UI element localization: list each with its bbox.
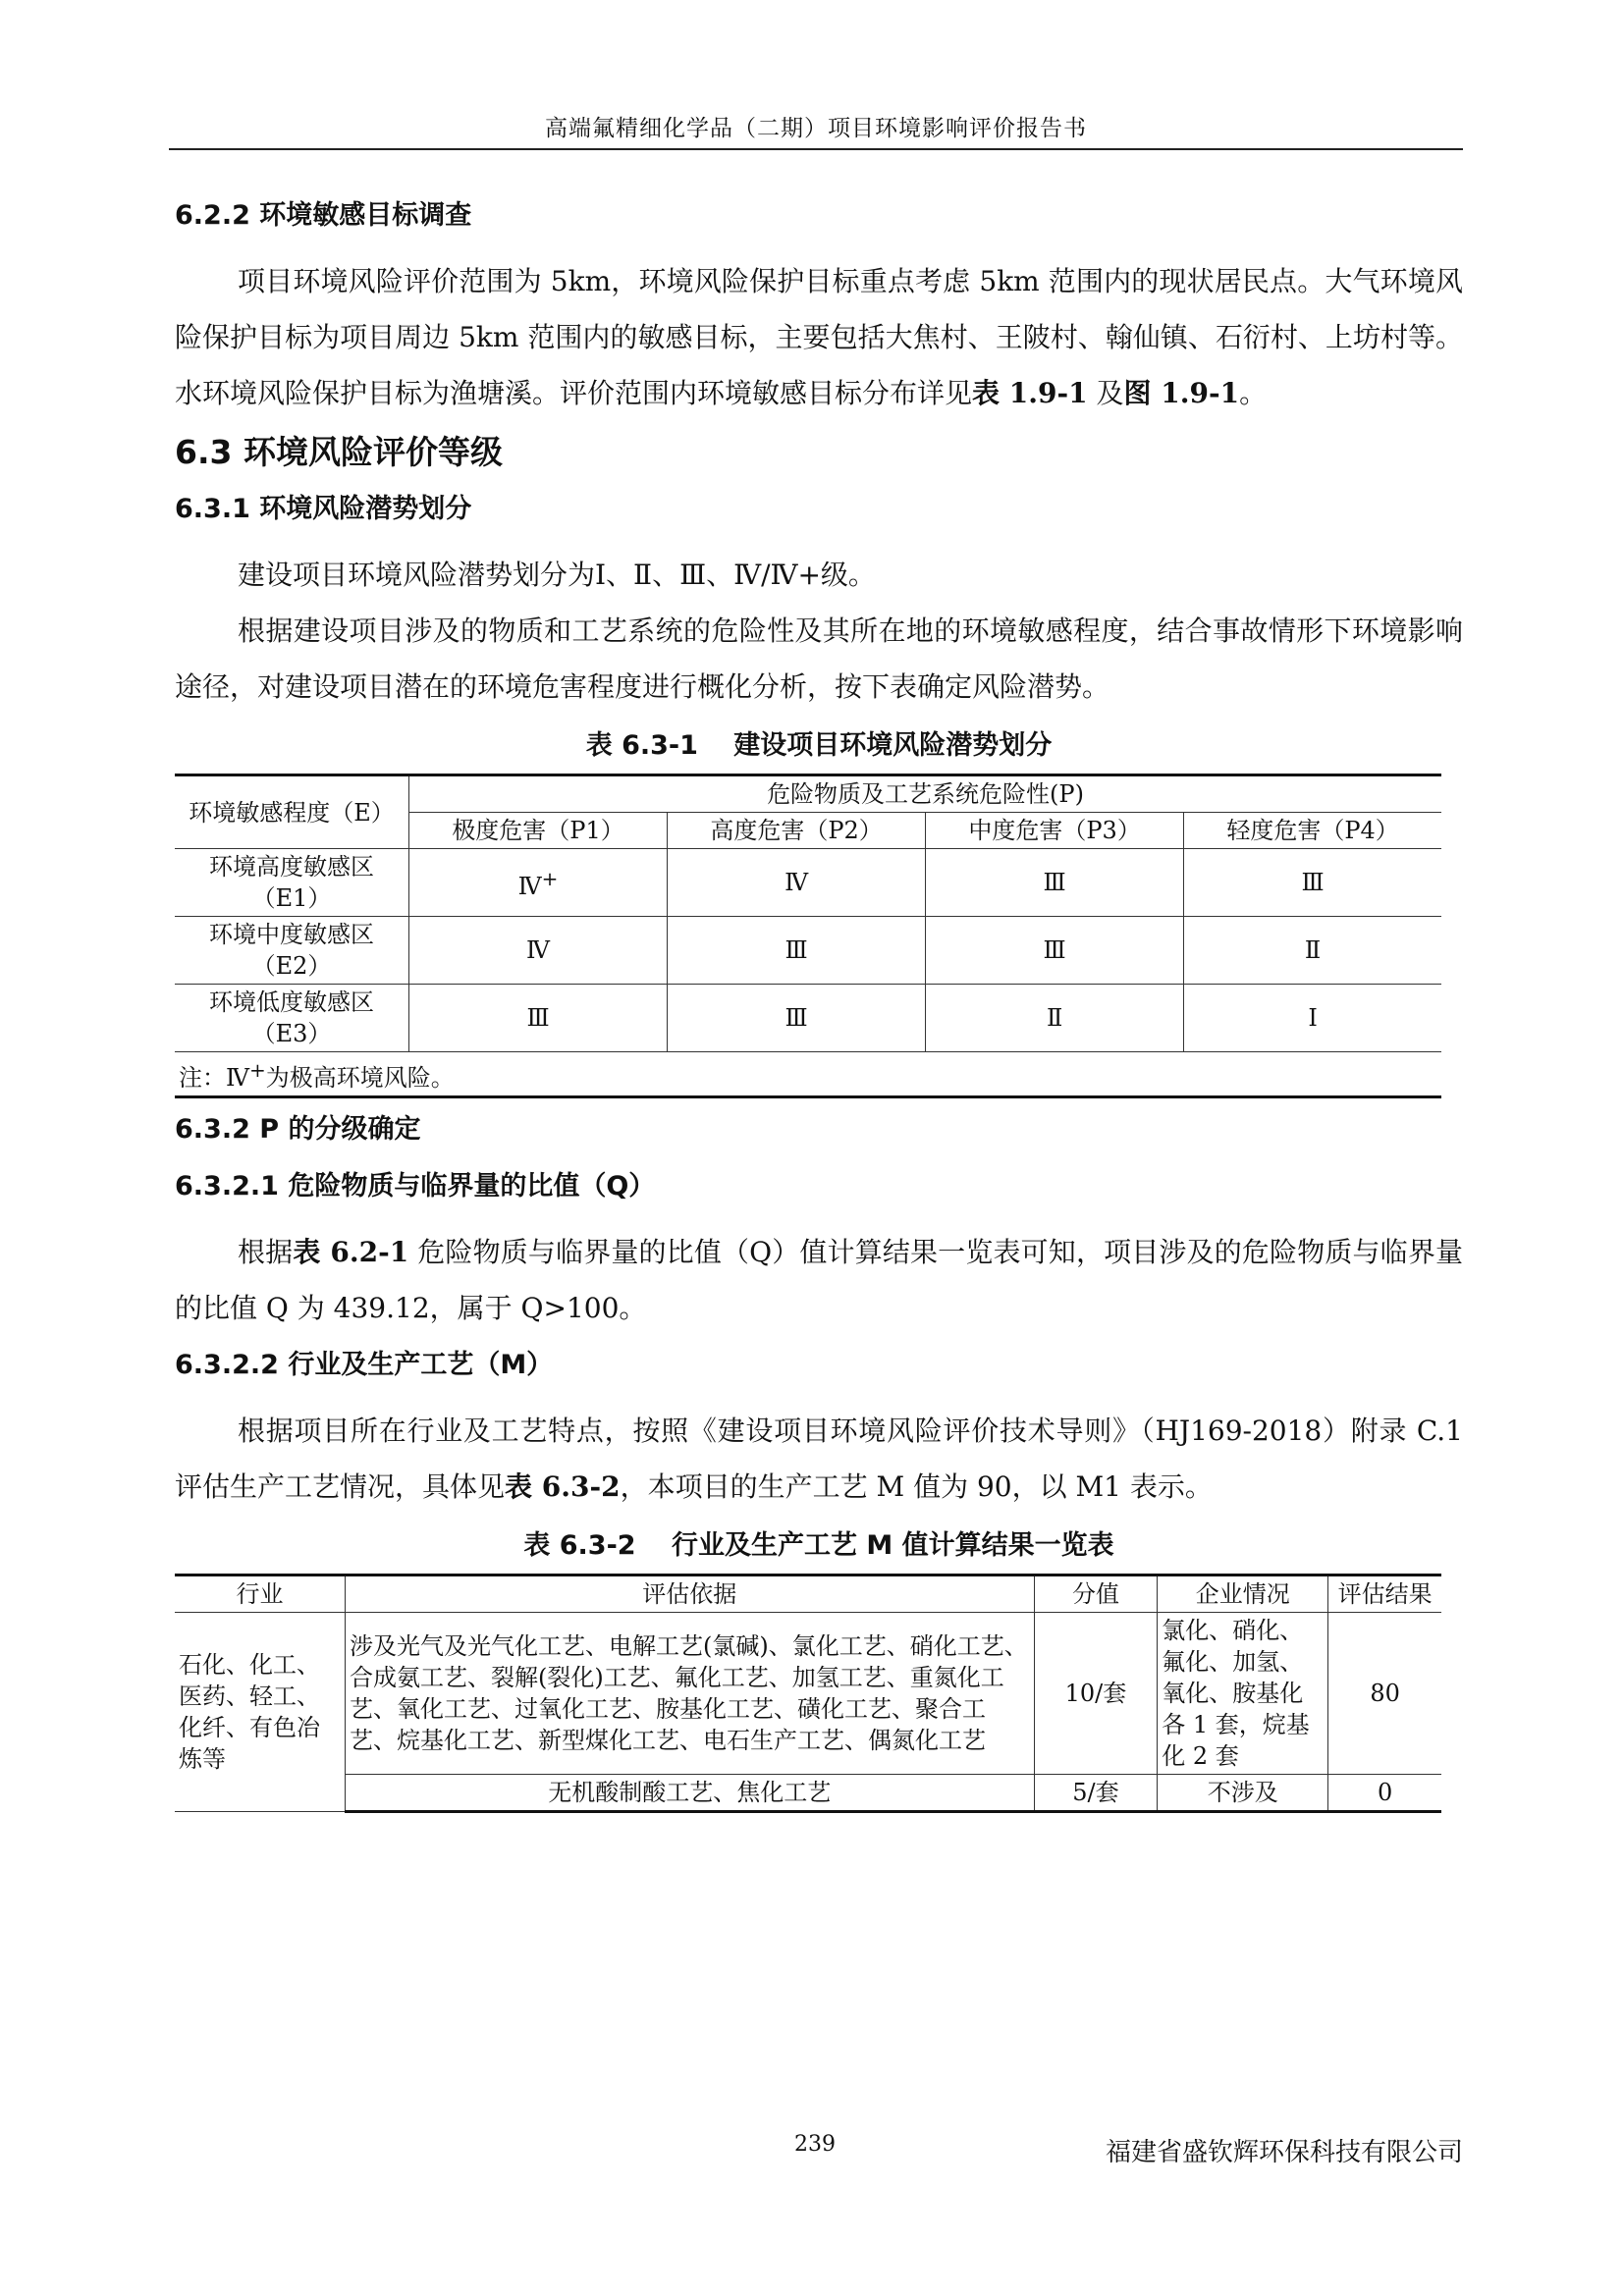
table-cell: Ⅲ: [409, 985, 668, 1052]
table-header-cell: 环境敏感程度（E）: [175, 775, 409, 849]
table-cell: 0: [1328, 1775, 1441, 1812]
table-note-row: [175, 1052, 1441, 1097]
running-header: 高端氟精细化学品（二期）项目环境影响评价报告书: [545, 116, 1087, 141]
table-reference: 表 1.9-1: [972, 377, 1088, 409]
paragraph-risk-levels: 建设项目环境风险潜势划分为Ⅰ、Ⅱ、Ⅲ、Ⅳ/Ⅳ+级。: [238, 559, 876, 591]
table-cell: 不涉及: [1158, 1775, 1328, 1812]
table-cell: 环境高度敏感区（E1）: [175, 849, 409, 917]
table-caption-6-3-2: 表 6.3-2 行业及生产工艺 M 值计算结果一览表: [523, 1530, 1114, 1561]
section-heading-6-3-2: 6.3.2 P 的分级确定: [175, 1114, 421, 1145]
note-text: 为极高环境风险。: [265, 1064, 455, 1092]
table-cell: 5/套: [1034, 1775, 1158, 1812]
paragraph-text: 。: [1239, 377, 1268, 409]
table-header-cell: 中度危害（P3）: [926, 813, 1184, 849]
superscript: +: [541, 867, 559, 890]
paragraph-text: 项目环境风险评价范围为 5km，环境风险保护目标重点考虑 5km 范围内的现状居民点。大气环境风险保护目标为项目周边 5km 范围内的敏感目标，主要包括大焦村、王陂村、翰仙镇、石衍村、上坊村等。水环境风险保护目标为渔塘溪。评价范围内环境敏感目标分布详见: [175, 265, 1463, 409]
note-text: 注：Ⅳ: [179, 1064, 249, 1092]
paragraph-text: 根据: [238, 1236, 294, 1268]
table-row: [175, 1613, 1441, 1775]
table-cell: Ⅱ: [926, 985, 1184, 1052]
paragraph-q-ratio: [175, 1224, 1463, 1336]
risk-potential-table: [175, 774, 1441, 1098]
table-header-cell: 高度危害（P2）: [668, 813, 926, 849]
table-row: [175, 1775, 1441, 1812]
superscript: +: [248, 1058, 266, 1082]
table-cell: 80: [1328, 1613, 1441, 1775]
paragraph-text: ，本项目的生产工艺 M 值为 90，以 M1 表示。: [620, 1470, 1213, 1503]
table-cell: Ⅱ: [1184, 917, 1441, 985]
page-body: [175, 196, 1463, 1813]
table-cell: 涉及光气及光气化工艺、电解工艺(氯碱)、氯化工艺、硝化工艺、合成氨工艺、裂解(裂化)工艺、氟化工艺、加氢工艺、重氮化工艺、氧化工艺、过氧化工艺、胺基化工艺、磺化工艺、聚合工艺、烷基化工艺、新型煤化工艺、电石生产工艺、偶氮化工艺: [345, 1613, 1034, 1775]
table-header-cell: 分值: [1034, 1575, 1158, 1613]
table-cell: 石化、化工、医药、轻工、化纤、有色冶炼等: [175, 1613, 345, 1812]
table-row: [175, 849, 1441, 917]
table-row: [175, 985, 1441, 1052]
section-heading-6-3-2-2: 6.3.2.2 行业及生产工艺（M）: [175, 1350, 554, 1380]
company-name: 福建省盛钦辉环保科技有限公司: [1105, 2138, 1463, 2167]
page-number: 239: [794, 2132, 836, 2157]
header-rule: [169, 148, 1463, 150]
table-reference: 表 6.3-2: [505, 1470, 621, 1503]
table-cell: Ⅳ: [409, 917, 668, 985]
table-cell: Ⅰ: [1184, 985, 1441, 1052]
table-cell: Ⅲ: [668, 917, 926, 985]
table-cell: 氯化、硝化、氟化、加氢、氧化、胺基化各 1 套，烷基化 2 套: [1158, 1613, 1328, 1775]
table-cell: 环境低度敏感区（E3）: [175, 985, 409, 1052]
table-cell: Ⅲ: [926, 917, 1184, 985]
paragraph-m-value: [175, 1403, 1463, 1515]
table-cell: [409, 849, 668, 917]
cell-value: Ⅳ: [517, 873, 542, 900]
section-heading-6-3-1: 6.3.1 环境风险潜势划分: [175, 494, 472, 524]
table-header-cell: 企业情况: [1158, 1575, 1328, 1613]
table-caption-6-3-1: 表 6.3-1 建设项目环境风险潜势划分: [585, 730, 1053, 761]
section-heading-6-3: 6.3 环境风险评价等级: [175, 433, 503, 471]
table-note: [175, 1052, 1441, 1097]
table-header-cell: 评估结果: [1328, 1575, 1441, 1613]
process-m-value-table: [175, 1574, 1441, 1813]
paragraph-sensitive-targets: [175, 253, 1463, 421]
table-cell: 环境中度敏感区（E2）: [175, 917, 409, 985]
table-header-cell: 危险物质及工艺系统危险性(P): [409, 775, 1442, 813]
table-cell: Ⅳ: [668, 849, 926, 917]
paragraph-text: 根据项目所在行业及工艺特点，按照《建设项目环境风险评价技术导则》（HJ169-2018）附录 C.1 评估生产工艺情况，具体见: [175, 1415, 1463, 1503]
table-cell: 无机酸制酸工艺、焦化工艺: [345, 1775, 1034, 1812]
section-heading-6-2-2: 6.2.2 环境敏感目标调查: [175, 200, 472, 231]
table-cell: 10/套: [1034, 1613, 1158, 1775]
table-row: [175, 917, 1441, 985]
paragraph-text: 危险物质与临界量的比值（Q）值计算结果一览表可知，项目涉及的危险物质与临界量的比值 Q 为 439.12，属于 Q>100。: [175, 1236, 1463, 1324]
section-heading-6-3-2-1: 6.3.2.1 危险物质与临界量的比值（Q）: [175, 1171, 656, 1201]
table-cell: Ⅲ: [1184, 849, 1441, 917]
paragraph-text: 及: [1087, 377, 1124, 409]
figure-reference: 图 1.9-1: [1123, 377, 1240, 409]
table-header-cell: 轻度危害（P4）: [1184, 813, 1441, 849]
table-header-cell: 极度危害（P1）: [409, 813, 668, 849]
paragraph-risk-method: 根据建设项目涉及的物质和工艺系统的危险性及其所在地的环境敏感程度，结合事故情形下环境影响途径，对建设项目潜在的环境危害程度进行概化分析，按下表确定风险潜势。: [175, 614, 1463, 703]
table-reference: 表 6.2-1: [293, 1236, 409, 1268]
table-header-cell: 评估依据: [345, 1575, 1034, 1613]
table-header-cell: 行业: [175, 1575, 345, 1613]
table-cell: Ⅲ: [668, 985, 926, 1052]
table-cell: Ⅲ: [926, 849, 1184, 917]
